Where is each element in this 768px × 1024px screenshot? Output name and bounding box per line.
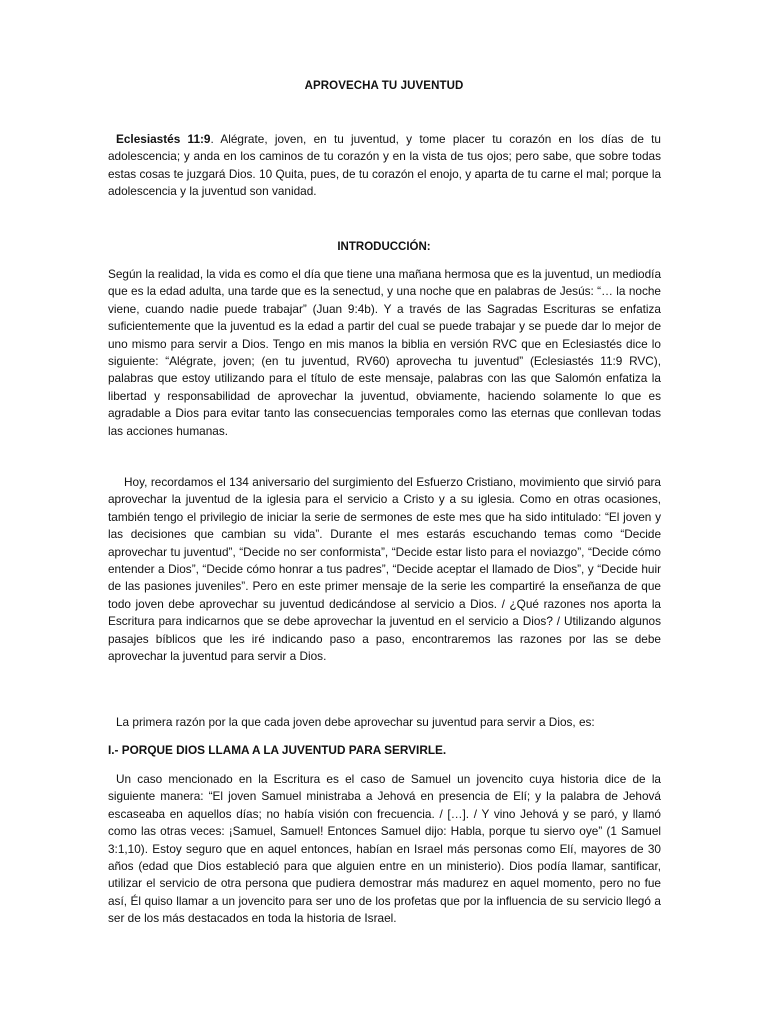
first-reason-intro: La primera razón por la que cada joven debe aprovechar su juventud para servir a Dios, es: [116,715,595,729]
document-title: APROVECHA TU JUVENTUD [304,80,464,92]
intro-heading: INTRODUCCIÓN: [337,241,431,253]
section-one-paragraph: Un caso mencionado en la Escritura es el caso de Samuel un jovencito cuya historia dice de la siguiente manera: “El joven Samuel ministraba a Jehová en presencia de Elí; y la palabra de Jehová escaseaba en aquellos días; no había visión con frecuencia. / […]. / Y vino Jehová y se paró, y llamó como las otras veces: ¡Samuel, Samuel! Entonces Samuel dijo: Habla, porque tu siervo oye” (1 Samuel 3:1,10). Estoy seguro que en aquel entonces, habían en Israel más personas como Elí, mayores de 30 años (edad que Dios estableció para que alguien entre en un ministerio). Dios podía llamar, santificar, utilizar el servicio de otra persona que pudiera demostrar más madurez en aquel momento, pero no fue así, Él quiso llamar a un jovencito para ser uno de los profetas que por la influencia de su servicio llegó a ser de los más destacados en toda la historia de Israel. [108,772,661,926]
verse-reference: Eclesiastés 11:9 [116,132,211,146]
section-one-heading: I.- PORQUE DIOS LLAMA A LA JUVENTUD PARA SERVIRLE. [108,743,447,757]
second-paragraph: Hoy, recordamos el 134 aniversario del surgimiento del Esfuerzo Cristiano, movimiento que sirvió para aprovechar la juventud de la iglesia para el servicio a Cristo y a su iglesia. Como en otras ocasiones, también tengo el privilegio de iniciar la serie de sermones de este mes que ha sido intitulado: “El joven y las decisiones que cambian su vida”. Durante el mes estarás escuchando temas como “Decide aprovechar tu juventud”, “Decide no ser conformista”, “Decide estar listo para el noviazgo”, “Decide cómo entender a Dios”, “Decide cómo honrar a tus padres”, “Decide aceptar el llamado de Dios”, y “Decide huir de las pasiones juveniles”. Pero en este primer mensaje de la serie les compartiré la enseñanza de que todo joven debe aprovechar su juventud dedicándose al servicio a Dios. / ¿Qué razones nos aporta la Escritura para indicarnos que se debe aprovechar la juventud en el servicio a Dios? / Utilizando algunos pasajes bíblicos que les iré indicando paso a paso, encontraremos las razones por las se debe aprovechar la juventud para servir a Dios. [108,475,661,664]
verse-paragraph [108,131,661,201]
verse-text: . Alégrate, joven, en tu juventud, y tome placer tu corazón en los días de tu adolescencia; y anda en los caminos de tu corazón y en la vista de tus ojos; pero sabe, que sobre todas estas cosas te juzgará Dios. 10 Quita, pues, de tu corazón el enojo, y aparta de tu carne el mal; porque la adolescencia y la juventud son vanidad. [108,132,661,199]
intro-paragraph: Según la realidad, la vida es como el día que tiene una mañana hermosa que es la juventud, un mediodía que es la edad adulta, una tarde que es la senectud, y una noche que en palabras de Jesús: “… la noche viene, cuando nadie puede trabajar” (Juan 9:4b). Y a través de las Sagradas Escrituras se enfatiza suficientemente que la juventud es la edad a partir del cual se puede trabajar y se puede dar lo mejor de uno mismo para servir a Dios. Tengo en mis manos la biblia en versión RVC que en Eclesiastés dice lo siguiente: “Alégrate, joven; (en tu juventud, RV60) aprovecha tu juventud” (Eclesiastés 11:9 RVC), palabras que estoy utilizando para el título de este mensaje, palabras con las que Salomón enfatiza la libertad y responsabilidad de aprovechar la juventud, obviamente, haciendo solamente lo que es agradable a Dios para evitar tanto las consecuencias temporales como las eternas que conllevan todas las acciones humanas. [108,267,661,438]
